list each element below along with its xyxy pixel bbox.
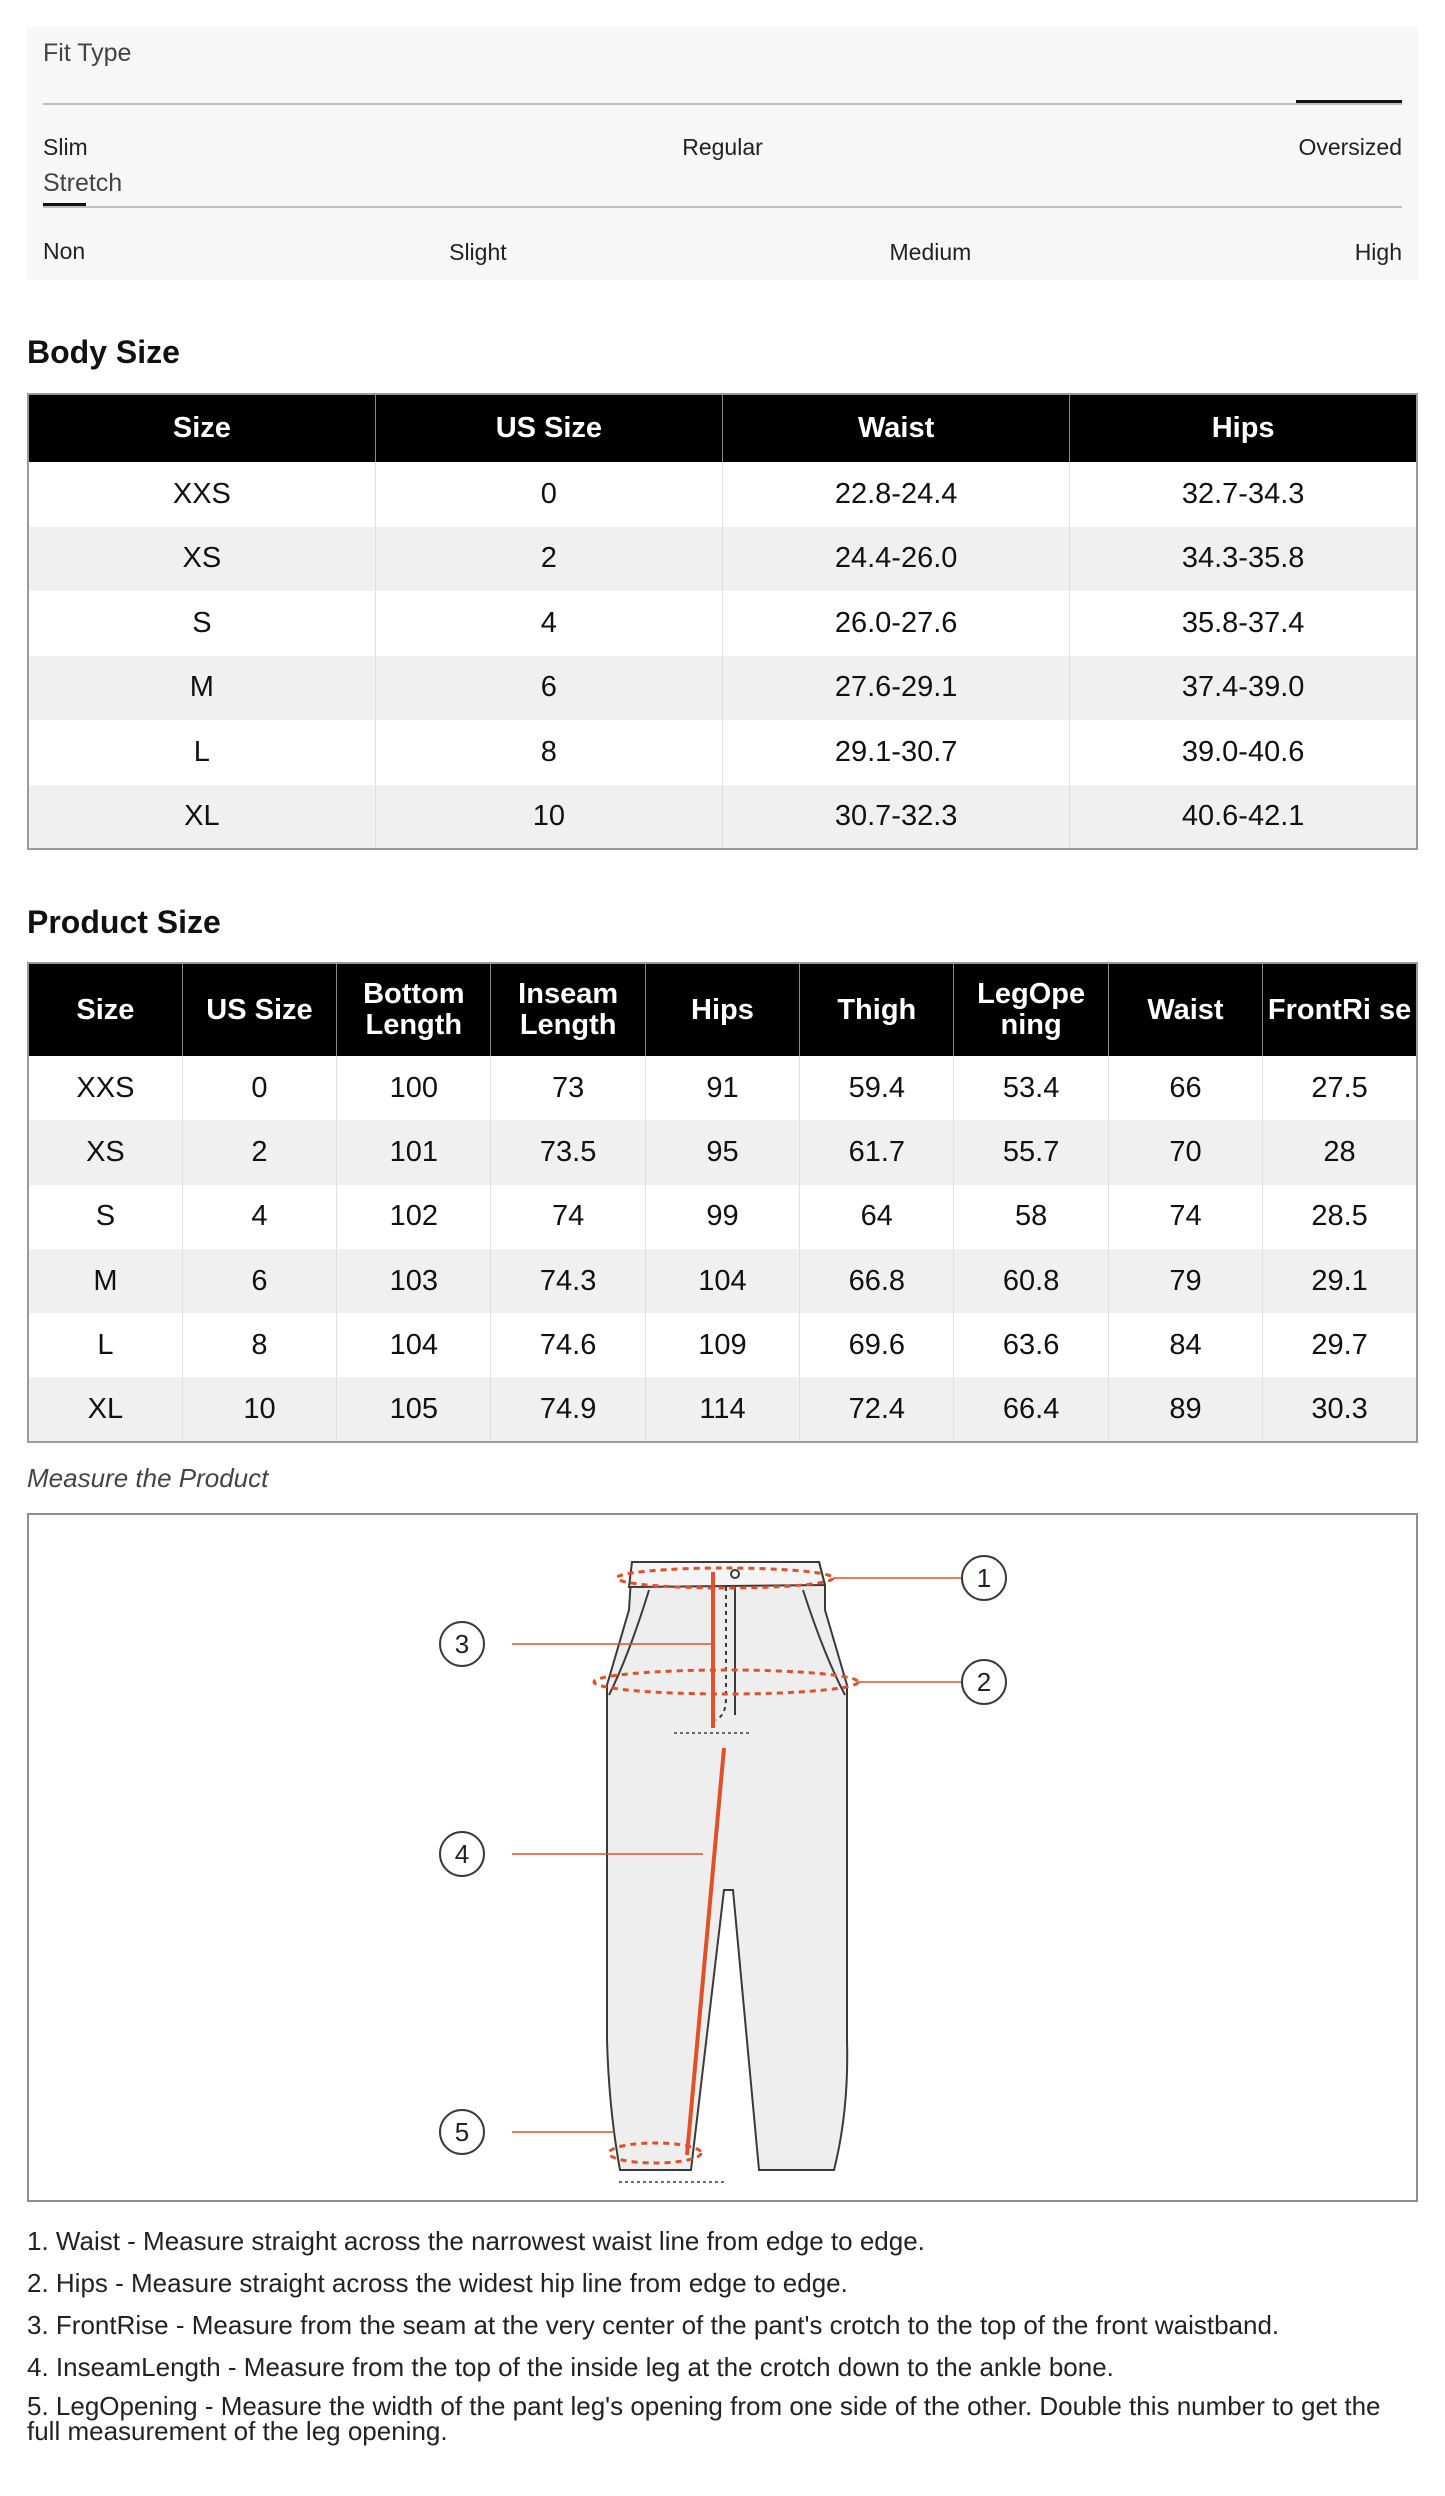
table-cell: 40.6-42.1 — [1070, 785, 1417, 850]
table-row — [28, 1120, 1417, 1184]
table-cell: 102 — [337, 1185, 491, 1249]
column-header: US Size — [182, 963, 336, 1056]
stretch-label-medium: Medium — [889, 239, 972, 265]
table-row — [28, 527, 1417, 592]
fit-panel — [27, 27, 1418, 280]
marker-5-label: 5 — [454, 2117, 470, 2147]
table-cell: 66.4 — [954, 1377, 1108, 1441]
table-cell: S — [28, 591, 375, 656]
table-cell: 6 — [182, 1249, 336, 1313]
fit-type-scale — [43, 39, 1402, 160]
table-cell: 22.8-24.4 — [723, 462, 1070, 527]
table-row — [28, 1313, 1417, 1377]
stretch-scale — [43, 169, 1402, 279]
marker-1-label: 1 — [976, 1563, 992, 1593]
table-cell: 2 — [182, 1120, 336, 1184]
pants-outline — [607, 1562, 847, 2170]
table-row — [28, 591, 1417, 656]
table-cell: 30.7-32.3 — [723, 785, 1070, 850]
table-cell: 63.6 — [954, 1313, 1108, 1377]
table-cell: 8 — [375, 720, 722, 785]
table-cell: 4 — [375, 591, 722, 656]
table-cell: 74.6 — [491, 1313, 645, 1377]
measure-diagram — [27, 1513, 1418, 2202]
table-cell: 69.6 — [800, 1313, 954, 1377]
table-cell: 74.9 — [491, 1377, 645, 1441]
waistband — [629, 1562, 825, 1587]
table-cell: 35.8-37.4 — [1070, 591, 1417, 656]
table-cell: 104 — [337, 1313, 491, 1377]
table-cell: 0 — [375, 462, 722, 527]
table-cell: 61.7 — [800, 1120, 954, 1184]
table-cell: 74.3 — [491, 1249, 645, 1313]
column-header: Waist — [1108, 963, 1262, 1056]
table-cell: 101 — [337, 1120, 491, 1184]
table-cell: S — [28, 1185, 182, 1249]
column-header: Bottom Length — [337, 963, 491, 1056]
table-header-row — [28, 963, 1417, 1056]
note-inseam: 4. InseamLength - Measure from the top of the inside leg at the crotch down to the ankle bone. — [27, 2352, 1114, 2382]
stretch-label-high: High — [1354, 239, 1402, 265]
stretch-label-non: Non — [43, 238, 86, 264]
table-cell: 74 — [491, 1185, 645, 1249]
column-header: Size — [28, 394, 375, 462]
marker-5 — [440, 2110, 484, 2154]
table-cell: 105 — [337, 1377, 491, 1441]
table-cell: 64 — [800, 1185, 954, 1249]
note-waist: 1. Waist - Measure straight across the narrowest waist line from edge to edge. — [27, 2226, 925, 2256]
table-cell: XS — [28, 527, 375, 592]
table-cell: 99 — [645, 1185, 799, 1249]
fit-type-label-slim: Slim — [43, 134, 88, 160]
table-cell: 66.8 — [800, 1249, 954, 1313]
marker-4-label: 4 — [454, 1839, 470, 1869]
table-cell: XL — [28, 785, 375, 850]
table-cell: 27.6-29.1 — [723, 656, 1070, 721]
table-cell: 28.5 — [1263, 1185, 1417, 1249]
table-cell: 114 — [645, 1377, 799, 1441]
table-cell: XXS — [28, 1056, 182, 1120]
fit-type-label-oversized: Oversized — [1298, 134, 1402, 160]
column-header: Size — [28, 963, 182, 1056]
marker-4 — [440, 1832, 484, 1876]
table-cell: 70 — [1108, 1120, 1262, 1184]
table-cell: 58 — [954, 1185, 1108, 1249]
table-cell: 27.5 — [1263, 1056, 1417, 1120]
table-cell: 91 — [645, 1056, 799, 1120]
table-cell: L — [28, 720, 375, 785]
product-size-title: Product Size — [27, 904, 221, 940]
marker-2 — [962, 1660, 1006, 1704]
note-hips: 2. Hips - Measure straight across the widest hip line from edge to edge. — [27, 2268, 848, 2298]
table-row — [28, 1249, 1417, 1313]
table-cell: 59.4 — [800, 1056, 954, 1120]
fit-type-label-regular: Regular — [682, 134, 763, 160]
column-header: LegOpe ning — [954, 963, 1108, 1056]
table-cell: 34.3-35.8 — [1070, 527, 1417, 592]
table-cell: 0 — [182, 1056, 336, 1120]
table-cell: 2 — [375, 527, 722, 592]
table-cell: 79 — [1108, 1249, 1262, 1313]
table-cell: 29.1-30.7 — [723, 720, 1070, 785]
table-cell: 74 — [1108, 1185, 1262, 1249]
table-cell: 29.7 — [1263, 1313, 1417, 1377]
note-leg-opening: 5. LegOpening - Measure the width of the pant leg's opening from one side of the other. Double this number to get the full measurement of the leg opening. — [27, 2391, 1381, 2446]
table-cell: 66 — [1108, 1056, 1262, 1120]
table-cell: 84 — [1108, 1313, 1262, 1377]
table-cell: 73 — [491, 1056, 645, 1120]
table-cell: 109 — [645, 1313, 799, 1377]
pants-diagram — [29, 1515, 1416, 2200]
table-header-row — [28, 394, 1417, 462]
column-header: Hips — [1070, 394, 1417, 462]
note-front-rise: 3. FrontRise - Measure from the seam at the very center of the pant's crotch to the top of the front waistband. — [27, 2310, 1280, 2340]
table-cell: 28 — [1263, 1120, 1417, 1184]
table-cell: 24.4-26.0 — [723, 527, 1070, 592]
marker-1 — [962, 1556, 1006, 1600]
table-cell: 55.7 — [954, 1120, 1108, 1184]
table-cell: M — [28, 1249, 182, 1313]
table-cell: 4 — [182, 1185, 336, 1249]
table-cell: 10 — [182, 1377, 336, 1441]
body-size-table — [27, 393, 1418, 850]
column-header: Inseam Length — [491, 963, 645, 1056]
column-header: Waist — [723, 394, 1070, 462]
product-size-table — [27, 962, 1418, 1443]
fit-type-title: Fit Type — [43, 39, 132, 67]
table-cell: 72.4 — [800, 1377, 954, 1441]
stretch-label-slight: Slight — [449, 239, 507, 265]
column-header: US Size — [375, 394, 722, 462]
column-header: FrontRi se — [1263, 963, 1417, 1056]
table-cell: 26.0-27.6 — [723, 591, 1070, 656]
column-header: Thigh — [800, 963, 954, 1056]
table-cell: 95 — [645, 1120, 799, 1184]
measure-caption: Measure the Product — [27, 1463, 269, 1493]
table-cell: 53.4 — [954, 1056, 1108, 1120]
table-cell: 39.0-40.6 — [1070, 720, 1417, 785]
marker-2-label: 2 — [976, 1667, 992, 1697]
button — [731, 1570, 739, 1578]
table-row — [28, 462, 1417, 527]
table-cell: XL — [28, 1377, 182, 1441]
measure-notes — [27, 2226, 1418, 2455]
stretch-track — [43, 206, 1402, 208]
pants-illustration — [607, 1562, 847, 2182]
table-cell: 32.7-34.3 — [1070, 462, 1417, 527]
table-cell: L — [28, 1313, 182, 1377]
table-cell: XXS — [28, 462, 375, 527]
table-cell: 37.4-39.0 — [1070, 656, 1417, 721]
body-size-title: Body Size — [27, 334, 180, 370]
table-cell: 30.3 — [1263, 1377, 1417, 1441]
table-cell: 89 — [1108, 1377, 1262, 1441]
table-cell: 73.5 — [491, 1120, 645, 1184]
table-cell: 60.8 — [954, 1249, 1108, 1313]
table-cell: 8 — [182, 1313, 336, 1377]
table-row — [28, 720, 1417, 785]
table-cell: 100 — [337, 1056, 491, 1120]
fit-type-track — [43, 103, 1402, 105]
stretch-title: Stretch — [43, 169, 123, 197]
marker-3 — [440, 1622, 484, 1666]
table-cell: 103 — [337, 1249, 491, 1313]
table-cell: XS — [28, 1120, 182, 1184]
table-cell: 29.1 — [1263, 1249, 1417, 1313]
table-row — [28, 1056, 1417, 1120]
table-cell: 10 — [375, 785, 722, 850]
marker-3-label: 3 — [454, 1629, 470, 1659]
column-header: Hips — [645, 963, 799, 1056]
table-cell: 6 — [375, 656, 722, 721]
table-row — [28, 1185, 1417, 1249]
table-cell: M — [28, 656, 375, 721]
table-row — [28, 1377, 1417, 1441]
table-row — [28, 656, 1417, 721]
table-row — [28, 785, 1417, 850]
table-cell: 104 — [645, 1249, 799, 1313]
